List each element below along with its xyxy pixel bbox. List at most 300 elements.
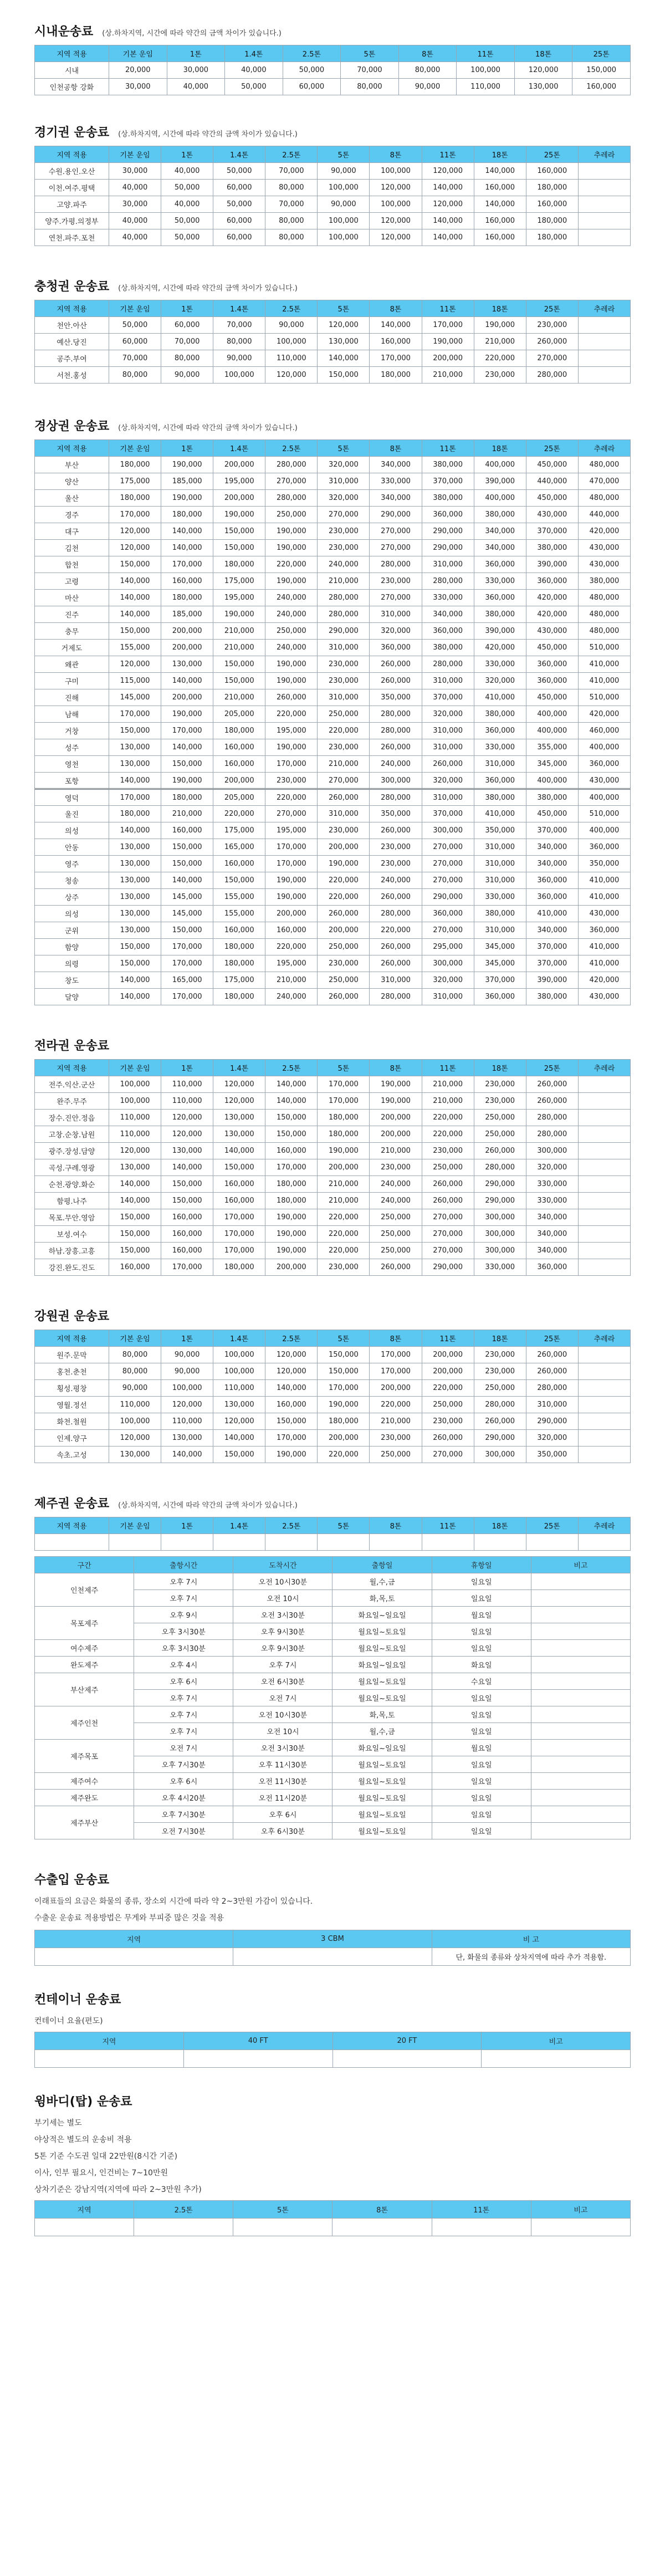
- price-cell: 295,000: [422, 939, 474, 955]
- table-row: [35, 972, 631, 989]
- price-cell: 340,000: [474, 523, 526, 540]
- price-cell: 290,000: [422, 1259, 474, 1276]
- price-cell: 40,000: [167, 79, 225, 95]
- price-cell: 90,000: [318, 196, 370, 213]
- price-cell: 240,000: [265, 590, 318, 606]
- price-cell: 180,000: [213, 556, 265, 573]
- schedule-cell: 일요일: [432, 1640, 531, 1657]
- price-cell: 350,000: [370, 806, 422, 822]
- header-cell: 25톤: [526, 1517, 578, 1534]
- price-cell: 320,000: [422, 706, 474, 723]
- price-cell: 220,000: [213, 806, 265, 822]
- price-cell: 280,000: [526, 1380, 578, 1397]
- price-cell: 145,000: [109, 689, 161, 706]
- table-row: [35, 906, 631, 922]
- header-cell: 비고: [531, 1557, 630, 1573]
- price-cell: 50,000: [161, 180, 213, 196]
- schedule-cell: 월요일~토요일: [332, 1823, 432, 1839]
- region-cell: 충무: [35, 623, 109, 640]
- header-cell: 11톤: [422, 1330, 474, 1347]
- price-cell: 300,000: [370, 773, 422, 789]
- price-cell: 210,000: [474, 334, 526, 350]
- price-cell: 260,000: [526, 334, 578, 350]
- price-cell: 160,000: [265, 1397, 318, 1413]
- header-cell: 5톤: [233, 2201, 332, 2219]
- table-row: [35, 955, 631, 972]
- region-cell: 경주: [35, 507, 109, 523]
- note-cell: [531, 1690, 630, 1706]
- price-cell: 170,000: [318, 1380, 370, 1397]
- table-row: [35, 773, 631, 789]
- price-cell: 300,000: [422, 955, 474, 972]
- price-cell: 210,000: [370, 1143, 422, 1159]
- price-cell: 240,000: [370, 756, 422, 773]
- region-cell: 홍천.춘천: [35, 1363, 109, 1380]
- header-cell: 8톤: [370, 440, 422, 457]
- price-cell: 240,000: [370, 1193, 422, 1209]
- price-cell: 250,000: [474, 1380, 526, 1397]
- price-cell: 430,000: [526, 623, 578, 640]
- price-cell: 360,000: [474, 556, 526, 573]
- price-cell: 120,000: [213, 1413, 265, 1430]
- region-cell: 진주: [35, 606, 109, 623]
- region-cell: 성주: [35, 739, 109, 756]
- region-cell: 천안.아산: [35, 317, 109, 334]
- price-cell: 280,000: [526, 1110, 578, 1126]
- price-cell: 110,000: [109, 1126, 161, 1143]
- table-row: [35, 1673, 631, 1690]
- schedule-cell: 오전 10시30분: [233, 1706, 332, 1723]
- region-cell: 고양.파주: [35, 196, 109, 213]
- price-cell: 100,000: [318, 229, 370, 246]
- header-region: 지역 적용: [35, 1060, 109, 1076]
- schedule-cell: 오후 7시30분: [134, 1756, 233, 1773]
- price-cell: 340,000: [526, 839, 578, 856]
- price-cell: 175,000: [213, 972, 265, 989]
- table-row: [35, 806, 631, 822]
- header-cell: 도착시간: [233, 1557, 332, 1573]
- price-cell: 200,000: [370, 1126, 422, 1143]
- schedule-cell: 오후 7시30분: [134, 1806, 233, 1823]
- price-cell: 160,000: [213, 756, 265, 773]
- price-cell: 280,000: [474, 1159, 526, 1176]
- region-cell: 남해: [35, 706, 109, 723]
- price-cell: 120,000: [109, 540, 161, 556]
- price-cell: [578, 350, 630, 367]
- price-cell: 220,000: [318, 1243, 370, 1259]
- price-cell: 195,000: [213, 590, 265, 606]
- header-cell: 2.5톤: [265, 1517, 318, 1534]
- region-cell: 양주.가평.의정부: [35, 213, 109, 229]
- header-cell: 18톤: [514, 45, 572, 62]
- price-cell: 160,000: [213, 922, 265, 939]
- table-cell: [474, 1534, 526, 1551]
- note-cell: [531, 1723, 630, 1740]
- table-row: [35, 590, 631, 606]
- price-cell: 140,000: [161, 872, 213, 889]
- price-cell: 130,000: [514, 79, 572, 95]
- schedule-cell: 오후 7시: [134, 1590, 233, 1607]
- price-cell: 140,000: [109, 606, 161, 623]
- table-cell: [35, 2219, 134, 2236]
- price-cell: 510,000: [578, 689, 630, 706]
- price-cell: 150,000: [109, 556, 161, 573]
- price-cell: 170,000: [370, 350, 422, 367]
- price-cell: 240,000: [370, 1176, 422, 1193]
- price-cell: [578, 1243, 630, 1259]
- price-cell: 360,000: [474, 989, 526, 1005]
- table-cell: [332, 2050, 482, 2068]
- header-cell: 8톤: [370, 1060, 422, 1076]
- price-cell: 230,000: [318, 523, 370, 540]
- price-cell: 140,000: [109, 989, 161, 1005]
- price-cell: 80,000: [109, 367, 161, 384]
- price-cell: [578, 1347, 630, 1363]
- price-cell: 350,000: [578, 856, 630, 872]
- price-cell: 200,000: [422, 1363, 474, 1380]
- price-cell: 360,000: [422, 507, 474, 523]
- table-row: [35, 540, 631, 556]
- price-cell: 300,000: [422, 822, 474, 839]
- schedule-cell: 오후 9시: [134, 1607, 233, 1623]
- schedule-cell: 월요일: [432, 1740, 531, 1756]
- price-cell: 60,000: [109, 334, 161, 350]
- region-cell: 거창: [35, 723, 109, 739]
- schedule-cell: 오후 9시30분: [233, 1623, 332, 1640]
- header-cell: 11톤: [457, 45, 515, 62]
- route-cell: 여수제주: [35, 1640, 134, 1657]
- price-cell: 150,000: [109, 623, 161, 640]
- header-cell: 기본 운임: [109, 45, 167, 62]
- price-cell: 420,000: [578, 972, 630, 989]
- price-cell: 230,000: [474, 1076, 526, 1093]
- region-cell: 전주.익산.군산: [35, 1076, 109, 1093]
- price-cell: 140,000: [474, 196, 526, 213]
- route-cell: 제주완도: [35, 1790, 134, 1806]
- price-cell: 150,000: [109, 955, 161, 972]
- header-cell: 추레라: [578, 1330, 630, 1347]
- header-cell: 25톤: [526, 146, 578, 163]
- header-cell: 지역: [35, 1930, 233, 1948]
- price-cell: 120,000: [318, 317, 370, 334]
- region-cell: 서천.홍성: [35, 367, 109, 384]
- price-cell: 170,000: [213, 1209, 265, 1226]
- price-cell: 140,000: [265, 1076, 318, 1093]
- price-cell: 175,000: [213, 822, 265, 839]
- price-cell: 380,000: [474, 507, 526, 523]
- price-cell: 450,000: [526, 806, 578, 822]
- section-title: 컨테이너 운송료: [34, 1993, 121, 2007]
- price-cell: 330,000: [422, 590, 474, 606]
- price-cell: 420,000: [578, 706, 630, 723]
- price-cell: 440,000: [578, 507, 630, 523]
- table-row: [35, 1176, 631, 1193]
- header-cell: 11톤: [432, 2201, 531, 2219]
- table-row: [35, 1607, 631, 1623]
- region-cell: 이천.여주.평택: [35, 180, 109, 196]
- price-cell: 410,000: [474, 689, 526, 706]
- price-cell: 160,000: [213, 739, 265, 756]
- schedule-cell: 오전 11시20분: [233, 1790, 332, 1806]
- price-cell: 210,000: [422, 367, 474, 384]
- price-cell: 360,000: [422, 906, 474, 922]
- table-row: [35, 1209, 631, 1226]
- price-cell: 205,000: [213, 789, 265, 806]
- price-cell: 120,000: [265, 1363, 318, 1380]
- price-cell: 80,000: [161, 350, 213, 367]
- price-cell: 170,000: [109, 507, 161, 523]
- price-cell: 190,000: [265, 540, 318, 556]
- price-cell: 150,000: [161, 1193, 213, 1209]
- section-jeju: [34, 1494, 631, 1839]
- price-cell: 140,000: [109, 590, 161, 606]
- table-row: [35, 922, 631, 939]
- schedule-cell: 월요일~토요일: [332, 1790, 432, 1806]
- rate-table: [34, 439, 631, 1005]
- region-cell: 원주.문막: [35, 1347, 109, 1363]
- price-cell: 210,000: [318, 756, 370, 773]
- price-cell: 120,000: [109, 523, 161, 540]
- schedule-cell: 월,수,금: [332, 1573, 432, 1590]
- table-header: [35, 2032, 631, 2050]
- header-cell: 25톤: [526, 440, 578, 457]
- price-cell: 160,000: [474, 229, 526, 246]
- table-cell: [213, 1534, 265, 1551]
- price-cell: 180,000: [265, 1193, 318, 1209]
- schedule-cell: 월요일~토요일: [332, 1756, 432, 1773]
- price-cell: 170,000: [213, 1226, 265, 1243]
- price-cell: 280,000: [318, 590, 370, 606]
- price-cell: 260,000: [474, 1143, 526, 1159]
- price-cell: 100,000: [213, 367, 265, 384]
- price-cell: 150,000: [318, 1363, 370, 1380]
- header-cell: 1.4톤: [213, 440, 265, 457]
- price-cell: 330,000: [370, 473, 422, 490]
- price-cell: 190,000: [318, 1397, 370, 1413]
- schedule-cell: 오전 7시30분: [134, 1823, 233, 1839]
- price-cell: 320,000: [318, 490, 370, 507]
- header-cell: 추레라: [578, 300, 630, 317]
- region-cell: 영덕: [35, 789, 109, 806]
- header-cell: 8톤: [370, 1330, 422, 1347]
- price-cell: 420,000: [474, 640, 526, 656]
- price-cell: 320,000: [526, 1430, 578, 1447]
- price-cell: 300,000: [526, 1143, 578, 1159]
- note-cell: [531, 1640, 630, 1657]
- price-cell: 70,000: [265, 196, 318, 213]
- price-cell: 170,000: [265, 839, 318, 856]
- price-cell: 170,000: [161, 1259, 213, 1276]
- price-cell: 150,000: [318, 367, 370, 384]
- table-row: [35, 1259, 631, 1276]
- price-cell: 230,000: [318, 739, 370, 756]
- route-cell: 제주목포: [35, 1740, 134, 1773]
- price-cell: 220,000: [318, 1226, 370, 1243]
- price-cell: 230,000: [422, 1413, 474, 1430]
- price-cell: 250,000: [265, 623, 318, 640]
- schedule-cell: 오후 4시: [134, 1657, 233, 1673]
- section-title: 경상권 운송료: [34, 420, 110, 433]
- price-cell: 80,000: [213, 334, 265, 350]
- price-cell: 330,000: [526, 1193, 578, 1209]
- header-region: 지역 적용: [35, 146, 109, 163]
- price-cell: 190,000: [265, 573, 318, 590]
- table-cell: [35, 1948, 233, 1966]
- region-cell: 장수.진안.정읍: [35, 1110, 109, 1126]
- price-cell: 120,000: [213, 1076, 265, 1093]
- header-cell: 비 고: [432, 1930, 630, 1948]
- section-title: 강원권 운송료: [34, 1310, 110, 1323]
- region-cell: 왜관: [35, 656, 109, 673]
- price-cell: 380,000: [422, 640, 474, 656]
- region-cell: 청송: [35, 872, 109, 889]
- price-cell: 50,000: [213, 196, 265, 213]
- price-cell: 410,000: [578, 656, 630, 673]
- price-cell: 420,000: [526, 606, 578, 623]
- region-cell: 횡성.평창: [35, 1380, 109, 1397]
- table-cell: [422, 1534, 474, 1551]
- price-cell: [578, 1093, 630, 1110]
- price-cell: 310,000: [422, 989, 474, 1005]
- price-cell: 150,000: [265, 1413, 318, 1430]
- header-cell: 출항일: [332, 1557, 432, 1573]
- price-cell: 170,000: [265, 756, 318, 773]
- price-cell: 370,000: [422, 689, 474, 706]
- price-cell: 180,000: [526, 213, 578, 229]
- price-cell: 120,000: [265, 1347, 318, 1363]
- price-cell: 150,000: [161, 1176, 213, 1193]
- price-cell: 100,000: [213, 1347, 265, 1363]
- price-cell: 360,000: [526, 1259, 578, 1276]
- schedule-cell: 오후 3시30분: [134, 1623, 233, 1640]
- table-row: [35, 196, 631, 213]
- schedule-cell: 월,수,금: [332, 1723, 432, 1740]
- table-row: [35, 1243, 631, 1259]
- table-row: [35, 839, 631, 856]
- price-cell: 130,000: [109, 1159, 161, 1176]
- note-cell: [531, 1740, 630, 1756]
- price-cell: 280,000: [422, 656, 474, 673]
- price-cell: 170,000: [265, 1159, 318, 1176]
- price-cell: [578, 1397, 630, 1413]
- price-cell: 240,000: [265, 989, 318, 1005]
- info-text: 야상적은 별도의 운송비 적용: [34, 2135, 132, 2144]
- price-cell: 40,000: [109, 229, 161, 246]
- header-cell: 2.5톤: [265, 1330, 318, 1347]
- price-cell: 430,000: [578, 556, 630, 573]
- region-cell: 창도: [35, 972, 109, 989]
- section-title: 제주권 운송료: [34, 1497, 110, 1511]
- table-header: [35, 146, 631, 163]
- price-cell: 330,000: [474, 656, 526, 673]
- price-cell: 260,000: [265, 689, 318, 706]
- table-row: [35, 79, 631, 95]
- region-cell: 안동: [35, 839, 109, 856]
- price-cell: 180,000: [526, 180, 578, 196]
- header-cell: 기본 운임: [109, 1330, 161, 1347]
- table-header: [35, 300, 631, 317]
- price-cell: 310,000: [422, 739, 474, 756]
- price-cell: 470,000: [578, 473, 630, 490]
- schedule-cell: 월요일~토요일: [332, 1673, 432, 1690]
- header-cell: 지역: [35, 2032, 184, 2050]
- table-row: [35, 673, 631, 689]
- price-cell: 360,000: [474, 773, 526, 789]
- schedule-cell: 오전 6시30분: [233, 1673, 332, 1690]
- price-cell: 300,000: [474, 1447, 526, 1463]
- price-cell: 150,000: [318, 1347, 370, 1363]
- price-cell: 180,000: [109, 457, 161, 473]
- price-cell: 180,000: [213, 723, 265, 739]
- price-cell: 200,000: [422, 350, 474, 367]
- note-cell: [531, 1673, 630, 1690]
- price-cell: 450,000: [526, 457, 578, 473]
- schedule-cell: 화요일~일요일: [332, 1607, 432, 1623]
- header-cell: 11톤: [422, 300, 474, 317]
- price-cell: 310,000: [474, 839, 526, 856]
- price-cell: 130,000: [213, 1126, 265, 1143]
- price-cell: 310,000: [422, 789, 474, 806]
- header-cell: 5톤: [341, 45, 399, 62]
- price-cell: 170,000: [161, 989, 213, 1005]
- price-cell: 410,000: [578, 673, 630, 689]
- table-row: [35, 1430, 631, 1447]
- section-gangwon: [34, 1307, 631, 1463]
- rate-table: [34, 45, 631, 95]
- price-cell: 370,000: [526, 955, 578, 972]
- price-cell: 140,000: [109, 1176, 161, 1193]
- price-cell: 480,000: [578, 590, 630, 606]
- price-cell: 100,000: [457, 62, 515, 79]
- price-cell: 340,000: [526, 1243, 578, 1259]
- table-row: [35, 1413, 631, 1430]
- price-cell: 30,000: [109, 163, 161, 180]
- price-cell: 350,000: [526, 1447, 578, 1463]
- price-cell: 120,000: [161, 1397, 213, 1413]
- price-cell: 220,000: [265, 939, 318, 955]
- section-title: 수출입 운송료: [34, 1873, 110, 1887]
- table-row: [35, 1143, 631, 1159]
- price-cell: 140,000: [109, 573, 161, 590]
- schedule-cell: 월요일~토요일: [332, 1773, 432, 1790]
- route-cell: 부산제주: [35, 1673, 134, 1706]
- price-cell: 340,000: [370, 490, 422, 507]
- schedule-cell: 일요일: [432, 1690, 531, 1706]
- price-cell: 270,000: [422, 922, 474, 939]
- header-cell: 5톤: [318, 1060, 370, 1076]
- schedule-cell: 오후 4시20분: [134, 1790, 233, 1806]
- price-cell: 270,000: [422, 1447, 474, 1463]
- table-cell: [109, 1534, 161, 1551]
- price-cell: 120,000: [422, 163, 474, 180]
- price-cell: [578, 1430, 630, 1447]
- price-cell: 120,000: [514, 62, 572, 79]
- price-cell: 230,000: [474, 1093, 526, 1110]
- schedule-cell: 화요일~일요일: [332, 1740, 432, 1756]
- price-cell: 60,000: [283, 79, 341, 95]
- price-cell: 160,000: [526, 163, 578, 180]
- price-cell: [578, 163, 630, 180]
- price-cell: 270,000: [422, 1209, 474, 1226]
- header-cell: 기본 운임: [109, 300, 161, 317]
- price-cell: 180,000: [161, 789, 213, 806]
- note-cell: [531, 1623, 630, 1640]
- region-cell: 수원.용인.오산: [35, 163, 109, 180]
- price-cell: 150,000: [109, 1243, 161, 1259]
- info-text: 이래표들의 요금은 화물의 종류, 장소외 시간에 따라 약 2~3만원 가감이 있습니다.: [34, 1897, 313, 1906]
- header-cell: 1.4톤: [213, 1517, 265, 1534]
- region-cell: 광주.장성.담양: [35, 1143, 109, 1159]
